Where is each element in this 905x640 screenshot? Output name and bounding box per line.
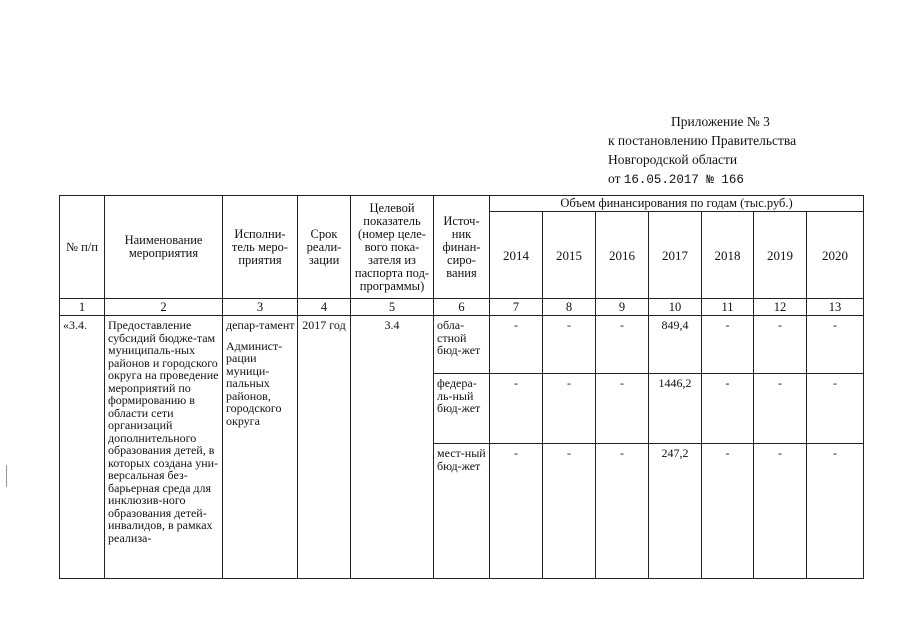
value-cell: -: [490, 444, 543, 579]
column-number: 5: [351, 299, 434, 316]
column-number: 11: [702, 299, 754, 316]
appendix-line-decree: к постановлению Правительства: [608, 133, 797, 148]
value-cell: -: [490, 316, 543, 374]
column-number: 10: [649, 299, 702, 316]
value-cell: -: [754, 316, 807, 374]
value-cell: -: [754, 374, 807, 444]
row-num: «3.4.: [60, 316, 105, 579]
row-executor: [223, 316, 298, 579]
value-cell: -: [702, 374, 754, 444]
value-cell: -: [543, 316, 596, 374]
appendix-line-region: Новгородской области: [608, 152, 738, 167]
header-num: № п/п: [60, 196, 105, 299]
value-cell: -: [702, 444, 754, 579]
header-source: Источ-ник финан-сиро-вания: [434, 196, 490, 299]
value-cell: -: [702, 316, 754, 374]
header-year: 2014: [490, 212, 543, 299]
header-year: 2016: [596, 212, 649, 299]
row-target: 3.4: [351, 316, 434, 579]
column-number: 4: [298, 299, 351, 316]
value-cell: -: [543, 444, 596, 579]
header-executor: Исполни-тель меро-приятия: [223, 196, 298, 299]
column-number: 13: [807, 299, 864, 316]
column-number: 8: [543, 299, 596, 316]
appendix-line-date: [608, 169, 868, 190]
value-cell: -: [596, 444, 649, 579]
value-cell: -: [807, 374, 864, 444]
header-year: 2017: [649, 212, 702, 299]
value-cell: -: [490, 374, 543, 444]
value-cell: -: [807, 444, 864, 579]
header-term: Срок реали-зации: [298, 196, 351, 299]
column-number: 7: [490, 299, 543, 316]
executor-line-2: Админист-рации муници-пальных районов, городского округа: [226, 338, 283, 428]
source-regional: обла-стной бюд-жет: [434, 316, 490, 374]
value-cell: 849,4: [649, 316, 702, 374]
column-number: 6: [434, 299, 490, 316]
header-year: 2018: [702, 212, 754, 299]
executor-line-1: депар-тамент: [226, 318, 295, 332]
appendix-title: Приложение № 3: [671, 114, 770, 129]
value-cell: -: [543, 374, 596, 444]
appendix-date: 16.05.2017 № 166: [623, 173, 744, 187]
value-cell: -: [596, 374, 649, 444]
row-term: 2017 год: [298, 316, 351, 579]
column-number: 9: [596, 299, 649, 316]
column-number: 12: [754, 299, 807, 316]
value-cell: 1446,2: [649, 374, 702, 444]
value-cell: 247,2: [649, 444, 702, 579]
header-year: 2019: [754, 212, 807, 299]
appendix-date-prefix: от: [608, 171, 621, 186]
value-cell: -: [596, 316, 649, 374]
column-number: 1: [60, 299, 105, 316]
header-year: 2015: [543, 212, 596, 299]
header-year: 2020: [807, 212, 864, 299]
row-name: Предоставление субсидий бюдже-там муниципаль-ных районов и городского округа на проведение мероприятий по формированию в области сети организаций дополнительного образования детей, в которых создана уни-версальная без-барьерная среда для инклюзив-ного образования детей-инвалидов, в рамках реализа-: [105, 316, 223, 579]
header-name: Наименование мероприятия: [105, 196, 223, 299]
appendix-block: [608, 112, 868, 190]
column-number: 2: [105, 299, 223, 316]
header-financing: Объем финансирования по годам (тыс.руб.): [490, 196, 864, 212]
column-number: 3: [223, 299, 298, 316]
financing-table: [59, 195, 864, 579]
scan-edge-mark: [6, 465, 7, 487]
value-cell: -: [754, 444, 807, 579]
header-target: Целевой показатель (номер целе-вого пока-зателя из паспорта под-программы): [351, 196, 434, 299]
value-cell: -: [807, 316, 864, 374]
source-federal: федера-ль-ный бюд-жет: [434, 374, 490, 444]
source-local: мест-ный бюд-жет: [434, 444, 490, 579]
